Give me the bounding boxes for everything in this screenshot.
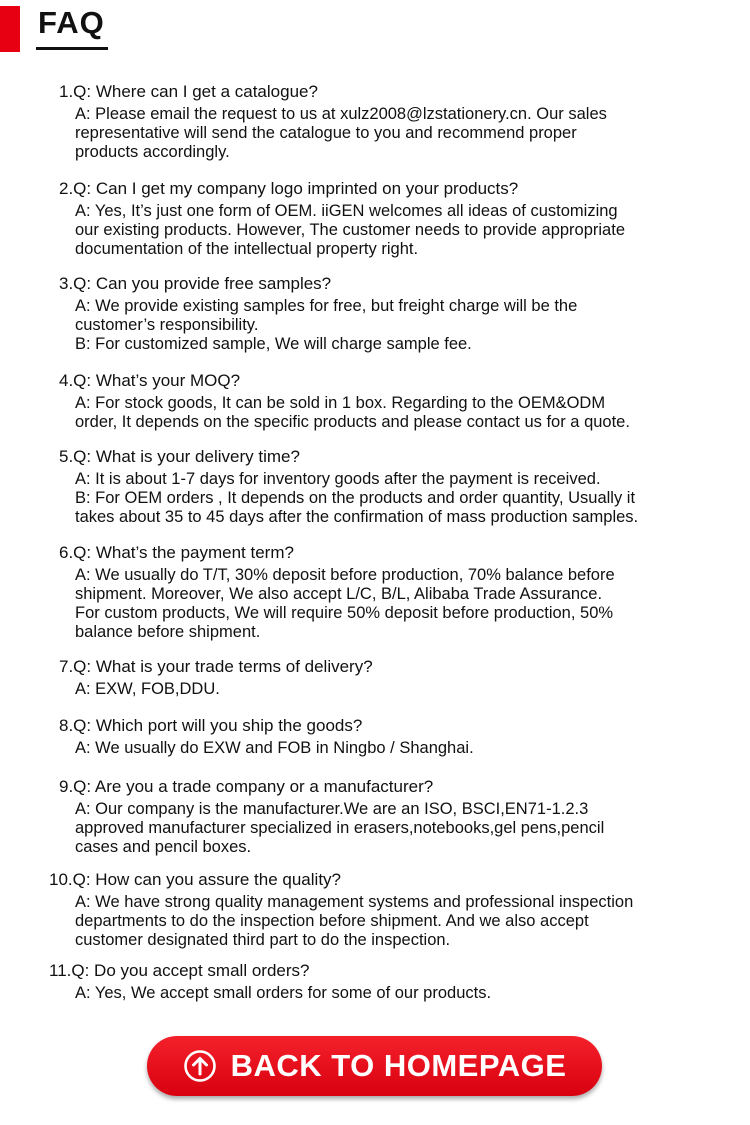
faq-question-8: 8.Q: Which port will you ship the goods? [59, 716, 363, 735]
faq-question-11: 11.Q: Do you accept small orders? [49, 961, 310, 980]
back-to-homepage-button[interactable] [147, 1036, 602, 1096]
faq-question-3: 3.Q: Can you provide free samples? [59, 274, 332, 293]
page-title: FAQ [38, 5, 105, 40]
faq-answer-6: A: We usually do T/T, 30% deposit before production, 70% balance before shipment. Moreover, We also accept L/C, B/L, Alibaba Trade Assurance. For custom products, We will require 50% deposit before production, 50% balance before shipment. [75, 566, 615, 641]
faq-question-4: 4.Q: What’s your MOQ? [59, 371, 241, 390]
title-underline [36, 47, 108, 50]
faq-question-7: 7.Q: What is your trade terms of delivery? [59, 657, 373, 676]
faq-question-6: 6.Q: What’s the payment term? [59, 543, 294, 562]
faq-answer-7: A: EXW, FOB,DDU. [75, 680, 220, 698]
faq-answer-9: A: Our company is the manufacturer.We are an ISO, BSCI,EN71-1.2.3 approved manufacturer specialized in erasers,notebooks,gel pens,pencil cases and pencil boxes. [75, 800, 605, 856]
faq-answer-1: A: Please email the request to us at xulz2008@lzstationery.cn. Our sales representative will send the catalogue to you and recommend proper products accordingly. [75, 105, 607, 161]
faq-answer-10: A: We have strong quality management systems and professional inspection departments to do the inspection before shipment. And we also accept customer designated third part to do the inspection. [75, 893, 634, 949]
arrow-up-circle-icon [183, 1049, 217, 1083]
faq-answer-3: A: We provide existing samples for free, but freight charge will be the customer’s responsibility. B: For customized sample, We will charge sample fee. [75, 297, 578, 353]
faq-question-1: 1.Q: Where can I get a catalogue? [59, 82, 318, 101]
back-to-homepage-label: BACK TO HOMEPAGE [230, 1048, 567, 1083]
faq-answer-11: A: Yes, We accept small orders for some of our products. [75, 984, 492, 1002]
faq-answer-8: A: We usually do EXW and FOB in Ningbo / Shanghai. [75, 739, 474, 757]
faq-question-10: 10.Q: How can you assure the quality? [49, 870, 341, 889]
faq-answer-4: A: For stock goods, It can be sold in 1 box. Regarding to the OEM&ODM order, It depends on the specific products and please contact us for a quote. [75, 394, 630, 431]
faq-question-5: 5.Q: What is your delivery time? [59, 447, 300, 466]
accent-bar [0, 6, 20, 52]
faq-question-9: 9.Q: Are you a trade company or a manufacturer? [59, 777, 434, 796]
faq-answer-5: A: It is about 1-7 days for inventory goods after the payment is received. B: For OEM orders , It depends on the products and order quantity, Usually it takes about 35 to 45 days after the confirmation of mass production samples. [75, 470, 639, 526]
faq-question-2: 2.Q: Can I get my company logo imprinted on your products? [59, 179, 519, 198]
faq-answer-2: A: Yes, It’s just one form of OEM. iiGEN welcomes all ideas of customizing our existing products. However, The customer needs to provide appropriate documentation of the intellectual property right. [75, 202, 625, 258]
faq-header [0, 0, 750, 60]
